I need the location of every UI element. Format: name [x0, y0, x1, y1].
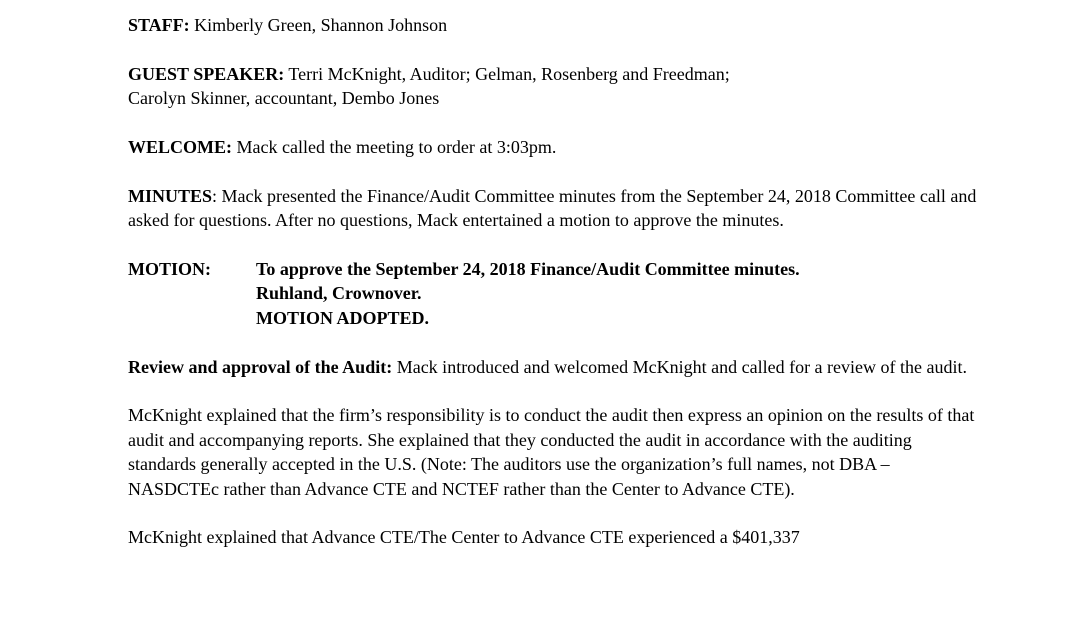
motion-block	[128, 257, 978, 330]
review-text: Mack introduced and welcomed McKnight and called for a review of the audit.	[396, 356, 967, 377]
mcknight-paragraph-2-text: McKnight explained that Advance CTE/The Center to Advance CTE experienced a $401,337	[128, 527, 800, 548]
minutes-text: : Mack presented the Finance/Audit Committee minutes from the September 24, 2018 Committee call and asked for questions. After no questions, Mack entertained a motion to approve the minutes.	[128, 185, 977, 231]
document-page	[128, 13, 978, 550]
review-label: Review and approval of the Audit:	[128, 356, 393, 377]
minutes-paragraph	[128, 184, 978, 233]
mcknight-paragraph-1-text: McKnight explained that the firm’s responsibility is to conduct the audit then express an opinion on the results of that audit and accompanying reports. She explained that they conducted the audit in accordance with the auditing standards generally accepted in the U.S. (Note: The auditors use the organization’s full names, not DBA – NASDCTEc rather than Advance CTE and NCTEF rather than the Center to Advance CTE).	[128, 405, 975, 499]
guest-speaker-paragraph	[128, 62, 978, 111]
motion-line-3: MOTION ADOPTED.	[256, 307, 430, 328]
guest-speaker-label: GUEST SPEAKER:	[128, 63, 285, 84]
welcome-paragraph	[128, 135, 978, 159]
staff-paragraph	[128, 13, 978, 37]
guest-speaker-line-1: Terri McKnight, Auditor; Gelman, Rosenberg and Freedman;	[288, 63, 730, 84]
motion-label: MOTION:	[128, 259, 211, 279]
motion-line-1: To approve the September 24, 2018 Finance/Audit Committee minutes.	[256, 259, 800, 279]
review-paragraph	[128, 355, 978, 379]
motion-line-2: Ruhland, Crownover.	[256, 283, 422, 304]
welcome-label: WELCOME:	[128, 137, 233, 157]
mcknight-paragraph-2	[128, 525, 978, 549]
minutes-label: MINUTES	[128, 185, 213, 206]
staff-label: STAFF:	[128, 15, 190, 35]
motion-body	[256, 257, 800, 330]
guest-speaker-line-2: Carolyn Skinner, accountant, Dembo Jones	[128, 88, 440, 109]
welcome-text: Mack called the meeting to order at 3:03pm.	[236, 137, 557, 157]
staff-text: Kimberly Green, Shannon Johnson	[194, 15, 448, 35]
mcknight-paragraph-1	[128, 403, 978, 501]
